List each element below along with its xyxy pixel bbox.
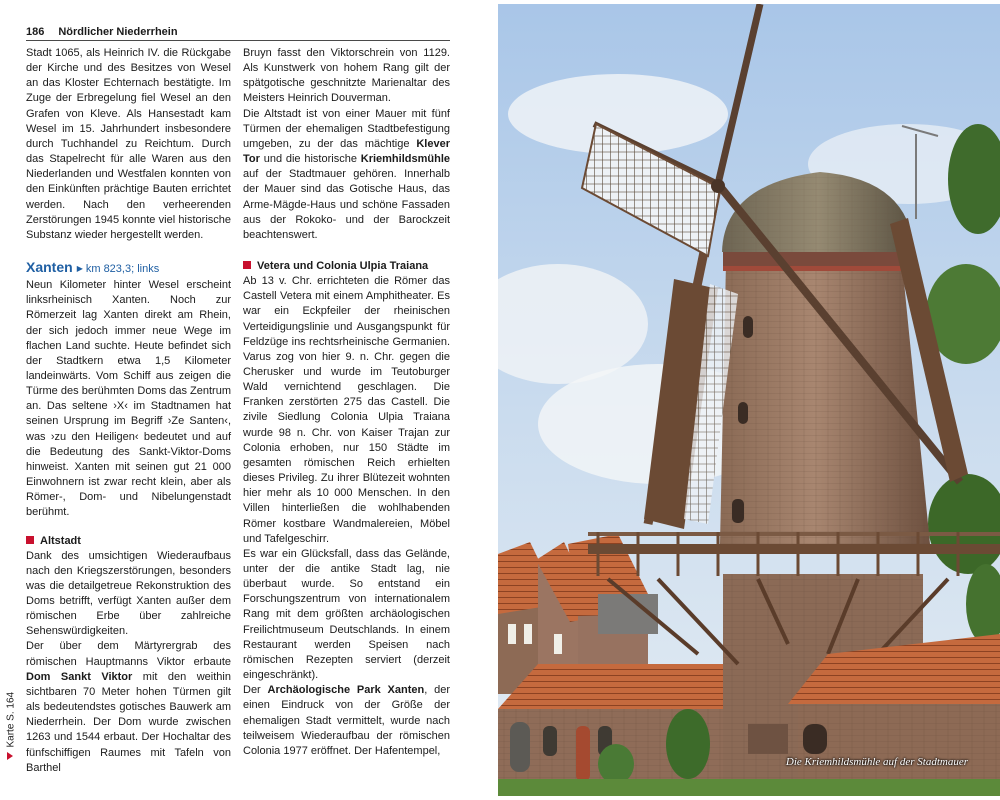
page-number: 186 [26, 26, 45, 38]
bold-term: Archäologische Park Xanten [267, 684, 425, 697]
text-run: mit den weithin sichtbaren 70 Meter hohen Türmen gilt als bedeutendstes gotisches Bauwerk am Niederrhein. Der Dom wurde zwischen 1263 und 1544 erbaut. Der Hochaltar des fünfschiffigen Raumes mit Tafeln von Barthel [26, 670, 231, 774]
book-page [0, 0, 496, 800]
xanten-title: Xanten [26, 259, 73, 276]
altstadt-paragraph-1: Dank des umsichtigen Wiederaufbaus nach den Kriegszerstörungen, besonders was die detailgetreue Rekonstruktion des Doms betrifft, verfügt Xanten außer dem römischen Erbe über zahlreiche Sehenswürdigkeiten. [26, 549, 231, 638]
windmill-photo [498, 4, 1000, 796]
running-title: Nördlicher Niederrhein [58, 26, 178, 38]
altstadt-heading-text: Altstadt [40, 534, 81, 547]
right-column [243, 46, 450, 759]
river-km-label [77, 263, 160, 275]
vetera-heading [243, 259, 450, 274]
vetera-heading-text: Vetera und Colonia Ulpia Traiana [257, 260, 429, 273]
bold-term: Kriemhildsmühle [360, 153, 450, 166]
map-reference-text: Karte S. 164 [5, 691, 17, 748]
red-square-bullet-icon [243, 261, 251, 269]
vetera-paragraph-1: Ab 13 v. Chr. errichteten die Römer das Castell Vetera mit einem Amphitheater. Es war ein Eckpfeiler der rheinischen Verteidigungslinie und Ausgangspunkt für Feldzüge ins rechtsrheinische Germanien. Varus zog von hier 9. n. Chr. gegen die Cherusker und wurde im Teutoburger Wald vernichtend geschlagen. Die Franken zerstörten 275 das Castell. Die zivile Siedlung Colonia Ulpia Traiana wurde 98 n. Chr. von Kaiser Trajan zur Colonia erhoben, nur 150 Städte im gesamten römischen Reich erhielten dieses Privileg. Zu ihrer Blütezeit wohnten hier mehr als 10 000 Menschen. In den Villen hinterließen die wohlhabenden Römer kostbare Wandmalereien, Möbel und Tafelgeschirr. [243, 275, 450, 545]
windmill-illustration [498, 4, 1000, 796]
altstadt-paragraph-2 [26, 639, 231, 775]
bold-term: Klever Tor [243, 137, 450, 166]
bold-term: Dom Sankt Viktor [26, 670, 133, 683]
vetera-paragraph-2: Es war ein Glücksfall, dass das Gelände, unter der die antike Stadt lag, nie überbaut wurde. So entstand ein Forschungszentrum von internationalem Rang mit dem größten archäologischen Freilichtmuseum Deutschlands. In einem Restaurant werden Speisen nach römischen Rezepten serviert (derzeit eingeschränkt). [243, 547, 450, 682]
red-square-bullet-icon [26, 536, 34, 544]
right-paragraph-2 [243, 107, 450, 243]
text-run: und die historische [259, 153, 361, 166]
text-run: Der [243, 684, 268, 697]
photo-caption: Die Kriemhildsmühle auf der Stadtmauer [785, 756, 968, 768]
text-run: Die Altstadt ist von einer Mauer mit fünf Türmen der ehemaligen Stadtbefestigung umgeben, zu der das mächtige [243, 107, 450, 150]
xanten-paragraph: Neun Kilometer hinter Wesel erscheint linksrheinisch Xanten. Noch zur Römerzeit lag Xanten direkt am Rhein, der sich jedoch immer neue Wege im flachen Land suchte. Heute befindet sich der Stadtkern etwa 1,5 Kilometer landeinwärts. Vom Schiff aus zeigen die Türme des berühmten Doms das Zentrum an. Das seltene ›X‹ im Stadtnamen hat seinen Ursprung im Begriff ›Ze Santen‹, was ›zu den Heiligen‹ bedeutet und auf die Bedeutung des Sankt-Viktor-Doms hinweist. Xanten mit seinen gut 21 000 Einwohnern ist zwar recht klein, aber als Römer-, Dom- und Nibelungenstadt berühmt. [26, 279, 231, 519]
left-column [26, 46, 231, 776]
vetera-paragraph-3 [243, 683, 450, 759]
xanten-heading [26, 259, 231, 278]
river-km-text: km 823,3; links [85, 263, 160, 276]
lower-building [498, 664, 723, 796]
intro-paragraph: Stadt 1065, als Heinrich IV. die Rückgabe der Kirche und des Besitzes von Wesel an das Kloster Echternach bestätigte. Im Zuge der Erbregelung fiel Wesel an den Grafen von Kleve. Als Hansestadt kam Wesel im 15. Jahrhundert insbesondere durch Tuchhandel zu Reichtum. Durch das Stapelrecht für alle Waren aus den Niederlanden und Westfalen konnten von den Einkünften prächtige Bauten errichtet werden. Nach den verheerenden Zerstörungen 1945 konnte viel historische Substanz wieder hergestellt werden. [26, 47, 231, 241]
triangle-right-icon: ▶ [76, 264, 83, 274]
text-run: auf der Stadtmauer gehören. Innerhalb der Mauer sind das Gotische Haus, das Arme-Mägde-Haus und schöne Fassaden aus der Rokoko- und der Barockzeit beachtenswert. [243, 168, 450, 241]
page-header [26, 26, 450, 41]
altstadt-heading [26, 534, 231, 549]
triangle-right-icon [7, 752, 13, 760]
map-reference [3, 691, 17, 764]
text-run: , der einen Eindruck von der Größe der ehemaligen Stadt vermittelt, wurde nach teilweisem Wiederaufbau der römischen Colonia 1977 eröffnet. Der Hafentempel, [243, 684, 451, 757]
text-run: Der über dem Märtyrergrab des römischen Hauptmanns Viktor erbaute [26, 640, 231, 668]
right-paragraph-1: Bruyn fasst den Viktorschrein von 1129. Als Kunstwerk von hohem Rang gilt der spätgotische geschnitzte Marienaltar des Meisters Heinrich Douverman. [243, 47, 450, 105]
